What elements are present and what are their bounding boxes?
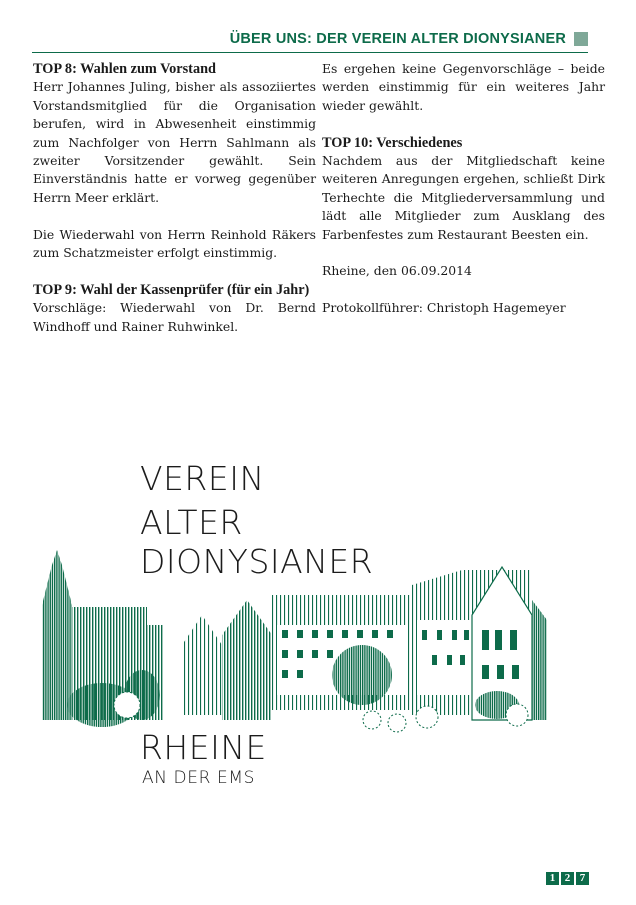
minutes-taker: Protokollführer: Christoph Hagemeyer	[322, 300, 566, 316]
logo-line-alter: ALTER	[140, 503, 243, 542]
left-column	[33, 60, 316, 336]
logo-line-verein: VEREIN	[140, 459, 265, 498]
header-square-icon	[574, 32, 588, 46]
logo-line-dionysianer: DIONYSIANER	[140, 542, 374, 581]
page-digit: 7	[576, 872, 589, 885]
right-column	[322, 60, 605, 318]
section-title: ÜBER UNS: DER VEREIN ALTER DIONYSIANER	[229, 31, 566, 47]
top8-paragraph-1: Herr Johannes Juling, bisher als assoziiertes Vorstandsmitglied für die Organisation berufen, wird in Abwesenheit einstimmig zum Nachfolger von Herrn Sahlmann als zweiter Vorsitzender gewählt. Sein Einverständnis hatte er vorweg gegenüber Herrn Meer erklärt.	[33, 79, 316, 205]
place-date: Rheine, den 06.09.2014	[322, 263, 472, 279]
page-digit: 1	[546, 872, 559, 885]
heading-top10: TOP 10: Verschiedenes	[322, 134, 463, 151]
page-header	[32, 28, 588, 53]
logo-line-an-der-ems: AN DER EMS	[142, 768, 255, 788]
top9-paragraph-continued: Es ergehen keine Gegenvorschläge – beide werden einstimmig für ein weiteres Jahr wieder gewählt.	[322, 61, 605, 113]
top8-paragraph-2: Die Wiederwahl von Herrn Reinhold Räkers zum Schatzmeister erfolgt einstimmig.	[33, 226, 316, 261]
townscape-illustration-icon	[32, 545, 582, 745]
page-number	[546, 872, 589, 885]
top9-paragraph-1: Vorschläge: Wiederwahl von Dr. Bernd Windhoff und Rainer Ruhwinkel.	[33, 300, 316, 334]
top10-paragraph-1: Nachdem aus der Mitgliedschaft keine weiteren Anregungen ergehen, schließt Dirk Terhechte die Mitgliederversammlung und lädt alle Mitglieder zum Ausklang des Farbenfestes zum Restaurant Beesten ein.	[322, 153, 605, 242]
page-digit: 2	[561, 872, 574, 885]
heading-top9: TOP 9: Wahl der Kassenprüfer (für ein Jahr)	[33, 281, 310, 298]
heading-top8: TOP 8: Wahlen zum Vorstand	[33, 61, 216, 77]
logo-line-rheine: RHEINE	[140, 728, 267, 767]
